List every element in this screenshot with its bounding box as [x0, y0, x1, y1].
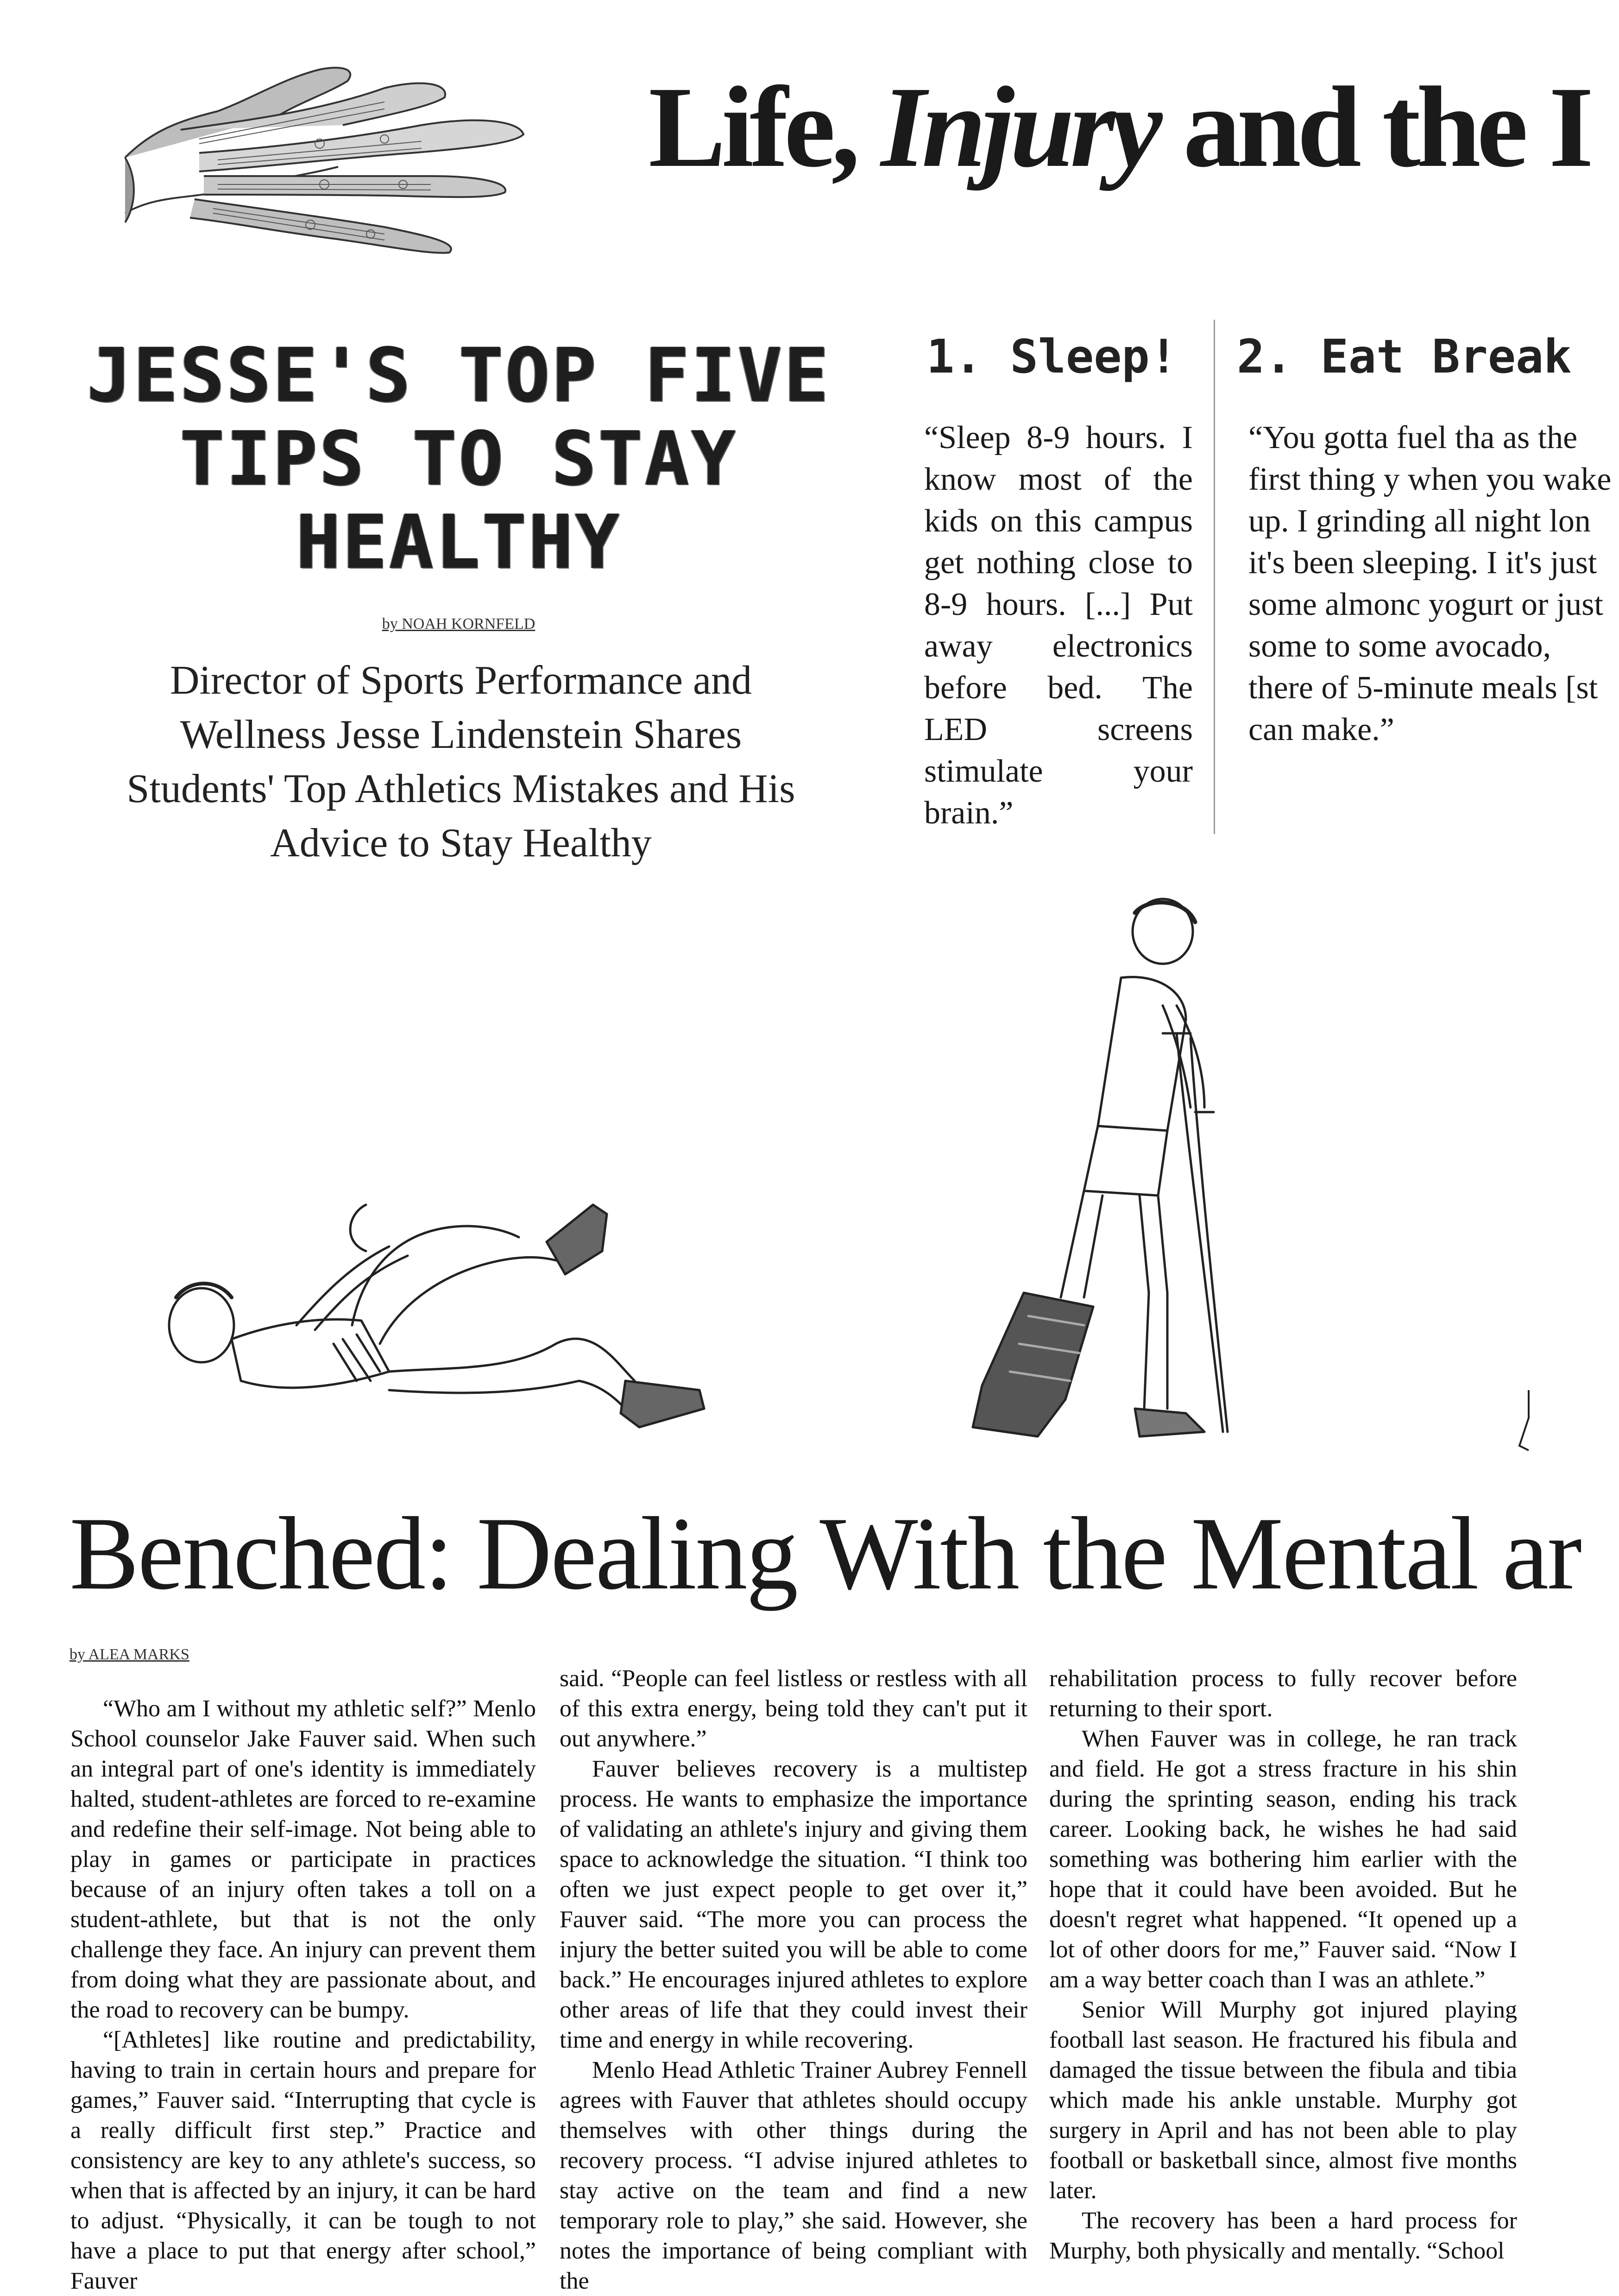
athlete-on-crutches-illustration [945, 899, 1246, 1469]
paragraph: “[Athletes] like routine and predictability, having to train in certain hours and prepare for games,” Fauver said. “Interrupting that cycle is a really difficult first step.” Practice and consistency are key to any athlete's success, so when that is affected by an injury, it can be hard to adjust. “Physically, it can be tough to not have a place to put that energy after school,” Fauver [70, 2027, 536, 2294]
column-divider [1214, 320, 1215, 834]
hand-anatomy-illustration [125, 60, 533, 259]
tip-2-title: 2. Eat Break [1237, 329, 1572, 384]
paragraph: “Who am I without my athletic self?” Menlo School counselor Jake Fauver said. When such an integral part of one's identity is immediately halted, student-athletes are forced to re-examine and redefine their self-image. Not being able to play in games or participate in practices because of an injury often takes a toll on a student-athlete, but that is not the only challenge they face. An injury can prevent them from doing what they are passionate about, and the road to recovery can be bumpy. [70, 1695, 536, 2023]
stretching-athlete-illustration [148, 1186, 741, 1446]
paragraph: Fauver believes recovery is a multistep process. He wants to emphasize the importance of validating an athlete's injury and giving them space to acknowledge the situation. “I think too often we just expect people to get over it,” Fauver said. “The more you can process the injury the better suited you will be able to come back.” He encourages injured athletes to explore other areas of life that they could invest their time and energy in while recovering. [560, 1756, 1027, 2053]
paragraph: said. “People can feel listless or restless with all of this extra energy, being told they can't put it out anywhere.” [560, 1665, 1027, 1752]
tips-heading: JESSE'S TOP FIVE TIPS TO STAY HEALTHY [87, 332, 831, 585]
paragraph: When Fauver was in college, he ran track and field. He got a stress fracture in his shin during the sprinting season, ending his track career. Looking back, he wishes he had said something was bothering him earlier with the hope that it could have been avoided. But he doesn't regret what happened. “It opened up a lot of other doors for me,” Fauver said. “Now I am a way better coach than I was an athlete.” [1049, 1726, 1517, 1993]
tip-1-text: “Sleep 8-9 hours. I know most of the kids on this campus get nothing close to 8-9 hours. [...] Put away electronics before bed. The LED screens stimulate your brain.” [924, 420, 1193, 831]
article-column-2 [560, 1663, 1027, 2296]
paragraph: Menlo Head Athletic Trainer Aubrey Fennell agrees with Fauver that athletes should occupy themselves with other things during the recovery process. “I advise injured athletes to stay active on the team and find a new temporary role to play,” she said. However, she notes the importance of being compliant with the [560, 2057, 1027, 2294]
paragraph: rehabilitation process to fully recover before returning to their sport. [1049, 1665, 1517, 1722]
partial-illustration-edge [1515, 1390, 1533, 1455]
tip-2-text: “You gotta fuel tha as the first thing y when you wake up. I grinding all night lon it's been sleeping. I it's just some almonc yogurt or just some to some avocado, there of 5-minute meals [st can make.” [1248, 420, 1612, 747]
article-column-3 [1049, 1663, 1517, 2266]
paragraph: The recovery has been a hard process for Murphy, both physically and mentally. “School [1049, 2207, 1517, 2264]
story-byline: by ALEA MARKS [69, 1646, 189, 1663]
tips-byline: by NOAH KORNFELD [382, 615, 535, 633]
main-title-part2: Injury [881, 63, 1159, 191]
story-headline: Benched: Dealing With the Mental ar [69, 1495, 1581, 1611]
tips-subtitle: Director of Sports Performance and Wellness Jesse Lindenstein Shares Students' Top Athletics Mistakes and His Advice to Stay Healthy [126, 658, 795, 866]
main-title-part3: and the I [1183, 63, 1590, 191]
main-title [649, 63, 1590, 191]
paragraph: Senior Will Murphy got injured playing football last season. He fractured his fibula and damaged the tissue between the fibula and tibia which made his ankle unstable. Murphy got surgery in April and has not been able to play football or basketball since, almost five months later. [1049, 1997, 1517, 2204]
article-column-1 [70, 1694, 536, 2296]
main-title-part1: Life, [649, 63, 856, 191]
tip-1-title: 1. Sleep! [926, 329, 1178, 384]
